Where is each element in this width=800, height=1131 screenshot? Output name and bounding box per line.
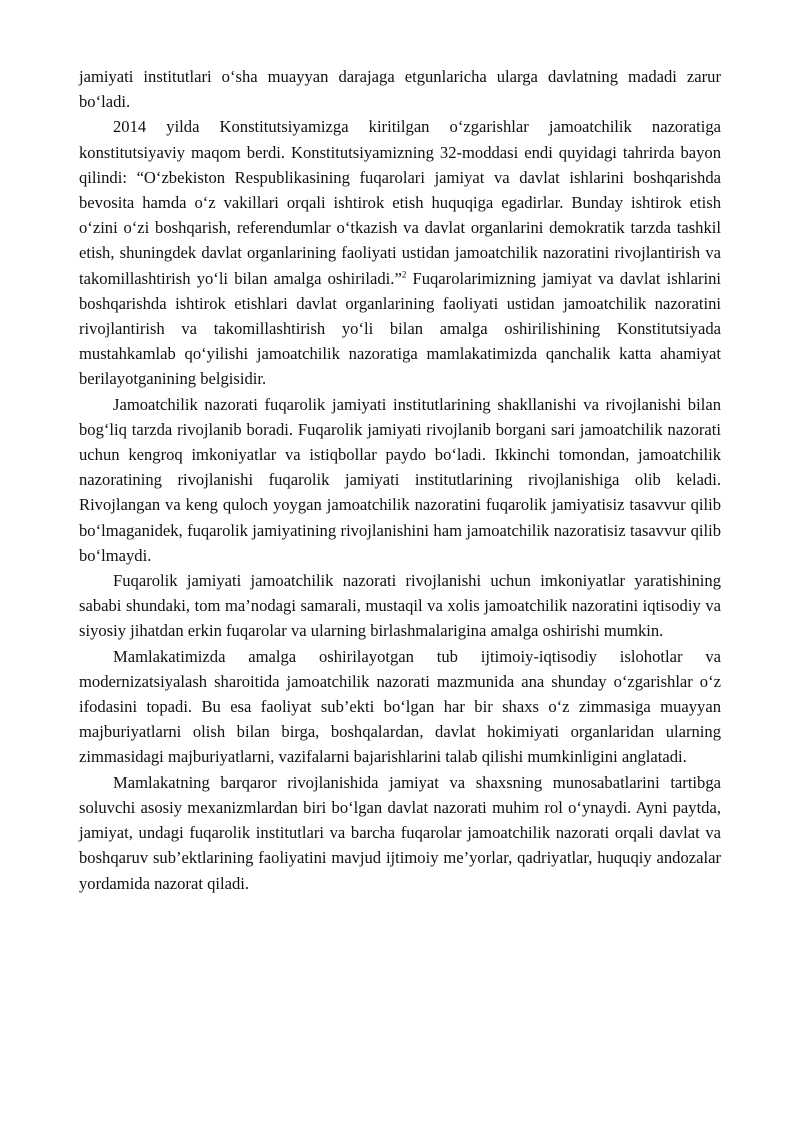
- document-page: [79, 64, 721, 896]
- footnote-marker: 2: [401, 269, 407, 280]
- paragraph-text: Fuqarolarimizning jamiyat va davlat ishlarini boshqarishda ishtirok etishlari davlat organlarining faoliyati ustidan jamoatchilik nazoratini rivojlantirish va takomillashtirish yo‘li bilan amalga oshirilishining Konstitutsiyada mustahkamlab qo‘yilishi jamoatchilik nazoratiga mamlakatimizda qanchalik katta ahamiyat berilayotganining belgisidir.: [79, 268, 721, 389]
- paragraph-continuation: jamiyati institutlari o‘sha muayyan darajaga etgunlaricha ularga davlatning madadi zarur bo‘ladi.: [79, 67, 721, 112]
- paragraph-constitution-2014: [79, 114, 721, 391]
- paragraph-state-control: Mamlakatning barqaror rivojlanishida jamiyat va shaxsning munosabatlarini tartibga soluvchi asosiy mexanizmlardan biri bo‘lgan davlat nazorati muhim rol o‘ynaydi. Ayni paytda, jamiyat, undagi fuqarolik institutlari va barcha fuqarolar jamoatchilik nazorati orqali davlat va boshqaruv sub’ektlarining faoliyatini mavjud ijtimoiy me’yorlar, qadriyatlar, huquqiy andozalar yordamida nazorat qiladi.: [79, 772, 721, 893]
- paragraph-opportunities: Fuqarolik jamiyati jamoatchilik nazorati rivojlanishi uchun imkoniyatlar yaratishining sababi shundaki, tom ma’nodagi samarali, mustaqil va xolis jamoatchilik nazoratini iqtisodiy va siyosiy jihatdan erkin fuqarolar va ularning birlashmalarigina amalga oshirishi mumkin.: [79, 571, 721, 641]
- paragraph-civil-society: Jamoatchilik nazorati fuqarolik jamiyati institutlarining shakllanishi va rivojlanishi bilan bog‘liq tarzda rivojlanib boradi. Fuqarolik jamiyati rivojlanib borgani sari jamoatchilik nazorati uchun kengroq imkoniyatlar va istiqbollar paydo bo‘ladi. Ikkinchi tomondan, jamoatchilik nazoratining rivojlanishi fuqarolik jamiyati institutlarining rivojlanishiga olib keladi. Rivojlangan va keng quloch yoygan jamoatchilik nazoratini fuqarolik jamiyatisiz tasavvur qilib bo‘lmaganidek, fuqarolik jamiyatining rivojlanishini ham jamoatchilik nazoratisiz tasavvur qilib bo‘lmaydi.: [79, 394, 721, 565]
- paragraph-reforms: Mamlakatimizda amalga oshirilayotgan tub ijtimoiy-iqtisodiy islohotlar va modernizatsiyalash sharoitida jamoatchilik nazorati mazmunida ana shunday o‘zgarishlar o‘z ifodasini topadi. Bu esa faoliyat sub’ekti bo‘lgan har bir shaxs o‘z zimmasiga muayyan majburiyatlarni olish bilan birga, boshqalardan, davlat hokimiyati organlaridan ularning zimmasidagi majburiyatlarni, vazifalarni bajarishlarini talab qilishi mumkinligini anglatadi.: [79, 646, 721, 767]
- paragraph-text: 2014 yilda Konstitutsiyamizga kiritilgan o‘zgarishlar jamoatchilik nazoratiga konstitutsiyaviy maqom berdi. Konstitutsiyamizning 32-moddasi endi quyidagi tahrirda bayon qilindi: “O‘zbekiston Respublikasining fuqarolari jamiyat va davlat ishlarini boshqarishda bevosita hamda o‘z vakillari orqali ishtirok etish huquqiga egadirlar. Bunday ishtirok etish o‘zini o‘zi boshqarish, referendumlar o‘tkazish va davlat organlarini demokratik tarzda tashkil etish, shuningdek davlat organlarining faoliyati ustidan jamoatchilik nazoratini rivojlantirish va takomillashtirish yo‘li bilan amalga oshiriladi.”: [79, 117, 721, 288]
